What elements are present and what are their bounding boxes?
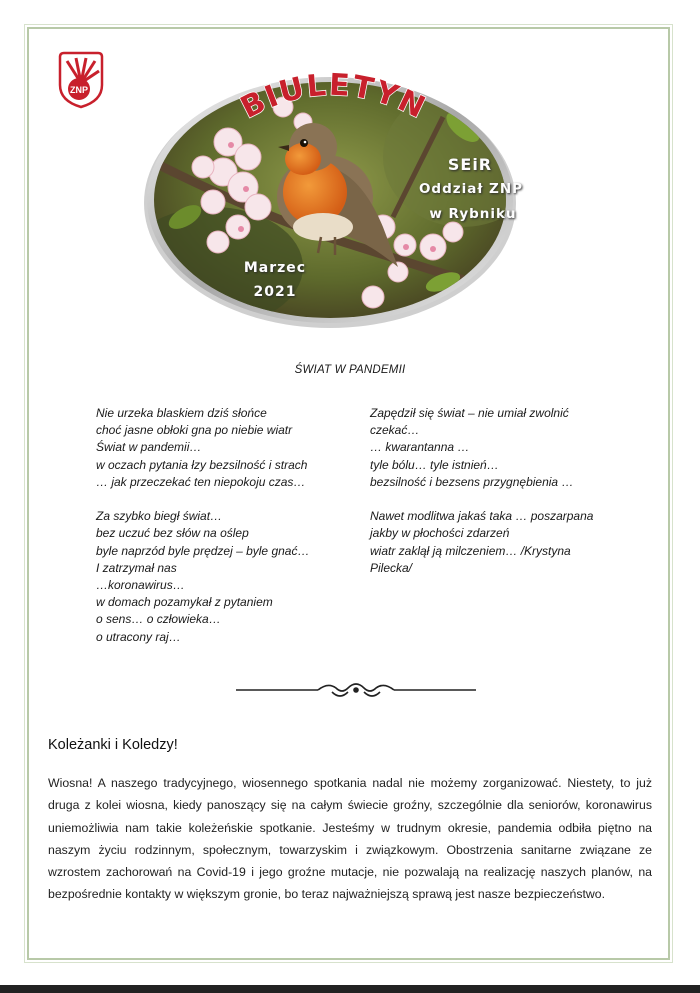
logo-text: ZNP [70,85,88,95]
poem-line: o sens… o człowieka… [96,612,221,627]
issue-month: Marzec [243,260,307,276]
poem-line: wiatr zaklął ją milczeniem… /Krystyna [370,543,571,558]
poem-line: Pilecka/ [370,560,413,575]
poem-line: … kwarantanna … [370,440,470,455]
poem-line: jakby w płochości zdarzeń [370,526,510,541]
poem-stanza [96,405,336,491]
bottom-edge [0,985,700,993]
poem-title: ŚWIAT W PANDEMII [294,364,406,376]
poem-line: tyle bólu… tyle istnień… [370,457,499,472]
poem-line: Nie urzeka blaskiem dziś słońce [96,406,267,420]
poem-line: … jak przeczekać ten niepokoju czas… [96,474,306,489]
poem-line: I zatrzymał nas [96,560,177,575]
poem-line: w domach pozamykał z pytaniem [96,595,273,610]
poem-line: Zapędził się świat – nie umiał zwolnić [370,406,569,420]
poem-line: Za szybko biegł świat… [96,509,223,524]
poem-stanza [370,405,630,491]
poem-line: w oczach pytania łzy bezsilność i strach [96,457,308,472]
letter-greeting: Koleżanki i Koledzy! [48,737,178,753]
poem-line: bezsilność i bezsens przygnębienia … [370,474,574,489]
letter-body: Wiosna! A naszego tradycyjnego, wiosennego spotkania nadal nie możemy zorganizować. Niestety, to już druga z kolei wiosna, kiedy panoszący się na całym świecie groźny, szczególnie dla seniorów, koronawirus uniemożliwia nam takie koleżeńskie spotkanie. Jesteśmy w trudnym okresie, pandemia odbiła piętno na naszym życiu rodzinnym, społecznym, towarzyskim i związkowym. Obostrzenia sanitarne związane ze wzrostem zachorowań na Covid-19 i jego groźne mutacje, nie pozwalają na realizację naszych planów, na bezpośrednie kontakty w większym gronie, bo teraz najważniejszą sprawą jest nasze bezpieczeństwo. [48,776,652,902]
poem-stanza [96,508,336,646]
poem-line: Nawet modlitwa jakaś taka … poszarpana [370,509,594,524]
org-branch-line1: Oddział ZNP [418,181,524,197]
org-short-name: SEiR [447,155,493,174]
poem-line: byle naprzód byle prędzej – byle gnać… [96,543,310,558]
poem-line: o utracony raj… [96,629,181,644]
poem-line: …koronawirus… [96,578,185,593]
banner-title: BIULETYN [235,67,432,127]
poem-stanza [370,508,630,577]
poem-line: bez uczuć bez słów na oślep [96,526,249,541]
ornament-divider [236,678,476,702]
issue-year: 2021 [253,284,297,300]
org-branch-line2: w Rybniku [429,206,517,222]
poem-left-column [96,405,336,663]
poem-line: czekać… [370,423,420,438]
poem-line: Świat w pandemii… [96,440,202,455]
poem-right-column [370,405,630,594]
header-oval-image [143,67,518,329]
znp-logo [58,49,104,109]
poem-line: choć jasne obłoki gna po niebie wiatr [96,423,293,438]
